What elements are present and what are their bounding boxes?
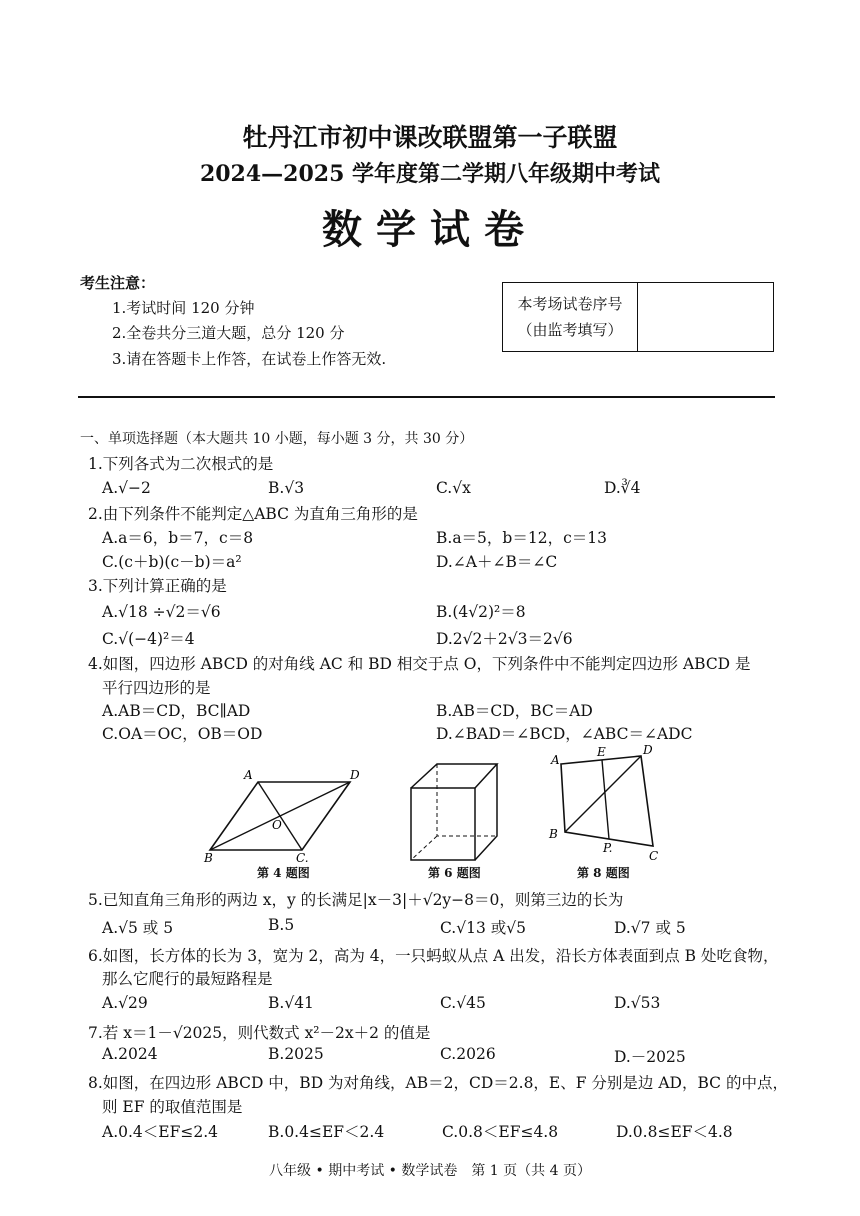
label-c: C. <box>296 851 309 865</box>
quadrilateral-outline <box>561 756 653 846</box>
q3-option-c: C.√(−4)²＝4 <box>102 630 195 648</box>
q2-option-a: A.a＝6，b＝7，c＝8 <box>102 529 254 547</box>
figure-4-caption: 第 4 题图 <box>257 866 310 880</box>
q5-option-a: A.√5 或 5 <box>102 919 174 937</box>
q7-option-c: C.2026 <box>440 1045 496 1063</box>
section-heading: 一、单项选择题（本大题共 10 小题，每小题 3 分，共 30 分） <box>80 431 474 447</box>
label-b: B <box>549 827 558 841</box>
label-b: B <box>204 851 213 865</box>
q8-stem-cont: 则 EF 的取值范围是 <box>102 1098 243 1116</box>
label-a: A <box>244 768 253 782</box>
q7-option-b: B.2025 <box>268 1045 324 1063</box>
q1-option-a: A.√−2 <box>102 479 151 497</box>
figure-6-caption: 第 6 题图 <box>428 866 481 880</box>
q2-stem: 2.由下列条件不能判定△ABC 为直角三角形的是 <box>88 505 418 523</box>
label-d: D <box>643 743 653 757</box>
q4-stem: 4.如图，四边形 ABCD 的对角线 AC 和 BD 相交于点 O，下列条件中不能判定四边形 ABCD 是 <box>88 655 751 673</box>
figure-8-quadrilateral <box>545 742 675 864</box>
q4-option-b: B.AB＝CD，BC＝AD <box>436 702 593 720</box>
q2-option-c: C.(c＋b)(c－b)＝a² <box>102 553 242 571</box>
q5-option-b: B.5 <box>268 916 295 934</box>
seat-box-label: 本考场试卷序号 <box>517 295 623 313</box>
notice-item: 2.全卷共分三道大题，总分 120 分 <box>112 324 345 342</box>
seat-number-box <box>502 282 774 352</box>
cuboid-hidden-edge <box>411 836 437 860</box>
label-f: P. <box>603 841 613 855</box>
q4-stem-cont: 平行四边形的是 <box>102 679 211 697</box>
q3-stem: 3.下列计算正确的是 <box>88 577 227 595</box>
figure-6-cuboid <box>405 760 505 864</box>
figure-4-parallelogram <box>200 765 380 865</box>
exam-org-title: 牡丹江市初中课改联盟第一子联盟 <box>242 123 618 152</box>
q6-option-b: B.√41 <box>268 994 314 1012</box>
q8-option-d: D.0.8≤EF＜4.8 <box>616 1123 733 1141</box>
cuboid-front-face <box>411 788 475 860</box>
q1-option-c: C.√x <box>436 479 471 497</box>
q6-stem-cont: 那么它爬行的最短路程是 <box>102 970 273 988</box>
notice-item: 3.请在答题卡上作答，在试卷上作答无效. <box>112 350 387 368</box>
q3-option-a: A.√18 ÷√2＝√6 <box>102 603 221 621</box>
q8-option-a: A.0.4＜EF≤2.4 <box>102 1123 218 1141</box>
cuboid-side-edges <box>475 764 497 860</box>
divider <box>78 396 775 398</box>
notice-title: 考生注意： <box>80 274 156 292</box>
page-footer: 八年级 • 期中考试 • 数学试卷 第 1 页（共 4 页） <box>269 1163 591 1179</box>
q4-option-c: C.OA＝OC，OB＝OD <box>102 725 263 743</box>
q5-stem: 5.已知直角三角形的两边 x，y 的长满足|x－3|＋√2y−8＝0，则第三边的长为 <box>88 891 624 909</box>
q8-option-c: C.0.8＜EF≤4.8 <box>442 1123 559 1141</box>
q2-option-d: D.∠A＋∠B＝∠C <box>436 553 558 571</box>
label-a: A <box>551 753 560 767</box>
q1-option-d: D.∛4 <box>604 479 641 497</box>
label-o: O <box>272 818 282 832</box>
q1-option-b: B.√3 <box>268 479 305 497</box>
q6-option-a: A.√29 <box>102 994 148 1012</box>
diagonal-bd <box>210 782 350 850</box>
q7-option-a: A.2024 <box>102 1045 158 1063</box>
q3-option-b: B.(4√2)²＝8 <box>436 603 526 621</box>
q8-option-b: B.0.4≤EF＜2.4 <box>268 1123 385 1141</box>
q5-option-d: D.√7 或 5 <box>614 919 686 937</box>
q6-option-d: D.√53 <box>614 994 661 1012</box>
paper-title: 数学试卷 <box>322 206 538 253</box>
label-d: D <box>350 768 360 782</box>
exam-term-title: 2024—2025 学年度第二学期八年级期中考试 <box>199 161 661 187</box>
label-c: C <box>649 849 659 863</box>
q6-option-c: C.√45 <box>440 994 486 1012</box>
seat-box-note: （由监考填写） <box>517 321 623 339</box>
q3-option-d: D.2√2＋2√3＝2√6 <box>436 630 573 648</box>
q4-option-d: D.∠BAD＝∠BCD，∠ABC＝∠ADC <box>436 725 693 743</box>
q7-stem: 7.若 x＝1－√2025，则代数式 x²－2x＋2 的值是 <box>88 1024 431 1042</box>
segment-ef <box>602 760 609 839</box>
q7-option-d: D.－2025 <box>614 1048 686 1066</box>
q5-option-c: C.√13 或√5 <box>440 919 526 937</box>
q8-stem: 8.如图，在四边形 ABCD 中，BD 为对角线，AB＝2，CD＝2.8，E、F 分别是边 AD，BC 的中点， <box>88 1074 788 1092</box>
notice-item: 1.考试时间 120 分钟 <box>112 299 255 317</box>
q2-option-b: B.a＝5，b＝12，c＝13 <box>436 529 607 547</box>
cuboid-top-edges <box>411 764 497 788</box>
q1-stem: 1.下列各式为二次根式的是 <box>88 455 274 473</box>
q6-stem: 6.如图，长方体的长为 3，宽为 2，高为 4，一只蚂蚁从点 A 出发，沿长方体表面到点 B 处吃食物， <box>88 947 779 965</box>
label-e: E <box>597 745 606 759</box>
q4-option-a: A.AB＝CD，BC∥AD <box>102 702 251 720</box>
figure-8-caption: 第 8 题图 <box>577 866 630 880</box>
